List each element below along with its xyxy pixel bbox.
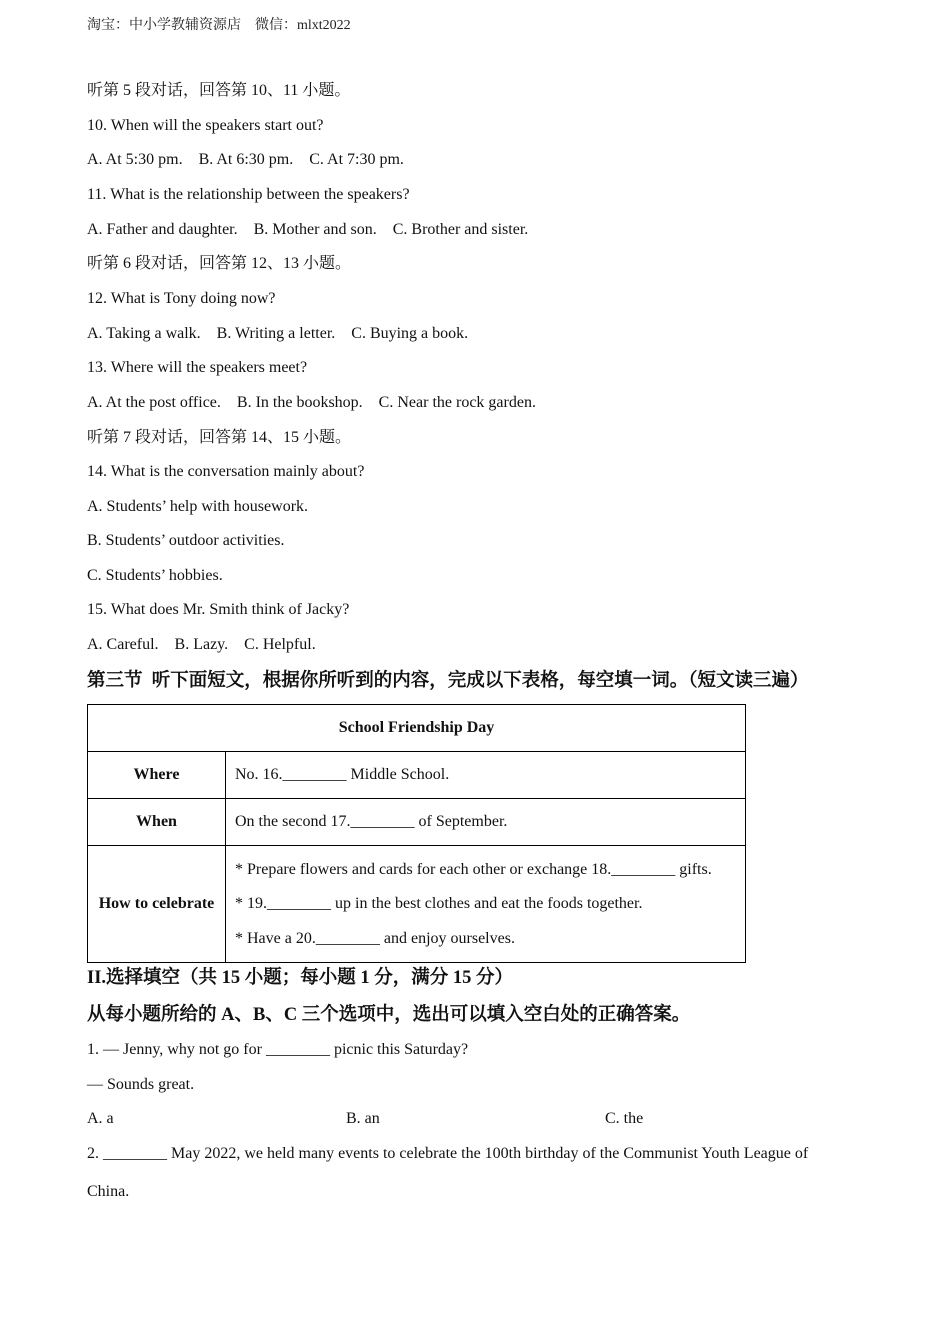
table-title: School Friendship Day bbox=[88, 705, 746, 752]
question-2-line-1: 2. ________ May 2022, we held many events to celebrate the 100th birthday of the Communist Youth League of bbox=[87, 1145, 809, 1162]
where-label: Where bbox=[88, 752, 226, 799]
question-1-reply: — Sounds great. bbox=[87, 1076, 195, 1093]
options-13: A. At the post office. B. In the bookshop. C. Near the rock garden. bbox=[87, 394, 536, 411]
option-1a: A. a bbox=[87, 1110, 114, 1127]
question-1: 1. — Jenny, why not go for ________ picnic this Saturday? bbox=[87, 1041, 469, 1058]
question-11: 11. What is the relationship between the speakers? bbox=[87, 186, 410, 203]
friendship-day-table bbox=[87, 704, 746, 963]
question-12: 12. What is Tony doing now? bbox=[87, 290, 276, 307]
option-1c: C. the bbox=[605, 1110, 644, 1127]
how-values bbox=[226, 846, 746, 963]
listening-instruction-6: 听第 6 段对话，回答第 12、13 小题。 bbox=[87, 255, 352, 272]
listening-instruction-7: 听第 7 段对话，回答第 14、15 小题。 bbox=[87, 429, 352, 446]
when-value: On the second 17.________ of September. bbox=[226, 799, 746, 846]
question-2-line-2: China. bbox=[87, 1183, 130, 1200]
question-14: 14. What is the conversation mainly about? bbox=[87, 463, 365, 480]
where-value: No. 16.________ Middle School. bbox=[226, 752, 746, 799]
section-3-title: 第三节 听下面短文，根据你所听到的内容，完成以下表格，每空填一词。（短文读三遍） bbox=[87, 671, 809, 691]
option-14a: A. Students’ help with housework. bbox=[87, 498, 309, 515]
when-label: When bbox=[88, 799, 226, 846]
how-item: * 19.________ up in the best clothes and eat the foods together. bbox=[235, 895, 643, 912]
how-item: * Have a 20.________ and enjoy ourselves. bbox=[235, 929, 515, 947]
part-2-title: II.选择填空（共 15 小题；每小题 1 分，满分 15 分） bbox=[87, 968, 514, 988]
part-2-instruction: 从每小题所给的 A、B、C 三个选项中，选出可以填入空白处的正确答案。 bbox=[87, 1005, 691, 1025]
option-14c: C. Students’ hobbies. bbox=[87, 567, 223, 584]
option-1b: B. an bbox=[346, 1110, 380, 1127]
listening-instruction-5: 听第 5 段对话，回答第 10、11 小题。 bbox=[87, 82, 351, 99]
options-15: A. Careful. B. Lazy. C. Helpful. bbox=[87, 636, 316, 653]
options-11: A. Father and daughter. B. Mother and son. C. Brother and sister. bbox=[87, 221, 529, 238]
options-10: A. At 5:30 pm. B. At 6:30 pm. C. At 7:30 pm. bbox=[87, 151, 404, 168]
question-10: 10. When will the speakers start out? bbox=[87, 117, 324, 134]
option-14b: B. Students’ outdoor activities. bbox=[87, 532, 285, 549]
options-12: A. Taking a walk. B. Writing a letter. C. Buying a book. bbox=[87, 325, 469, 342]
page-header-watermark: 淘宝：中小学教辅资源店 微信：mlxt2022 bbox=[87, 18, 351, 33]
how-label: How to celebrate bbox=[88, 846, 226, 963]
how-item: * Prepare flowers and cards for each other or exchange 18.________ gifts. bbox=[235, 860, 712, 878]
question-13: 13. Where will the speakers meet? bbox=[87, 359, 308, 376]
question-15: 15. What does Mr. Smith think of Jacky? bbox=[87, 601, 350, 618]
